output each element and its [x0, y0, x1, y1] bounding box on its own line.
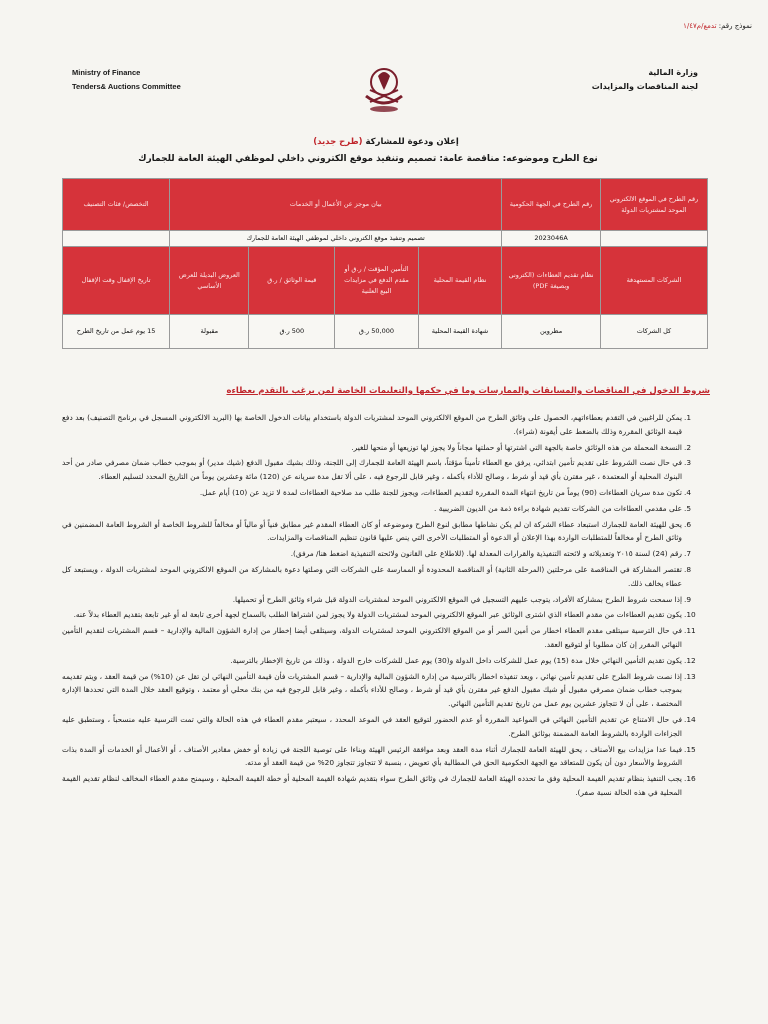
- condition-number: 8.: [684, 564, 692, 574]
- condition-text: تقتصر المشاركة في المناقصة على مرحلتين (المرحلة الثانية) أو المناقصة المحدودة أو الممارسة على الشركات التي وصلتها دعوة بالمشاركة من الموقع الالكتروني الموحد لمشتريات الدولة ، ويستبعد كل عطاء يخالف ذلك.: [62, 564, 682, 588]
- condition-number: 1.: [684, 413, 692, 422]
- cell-classification: [63, 231, 170, 247]
- condition-number: 13.: [684, 671, 696, 681]
- cell-submission-system: مظروين: [502, 315, 601, 349]
- committee-name-ar: لجنة المناقصات والمزايدات: [591, 82, 698, 91]
- condition-text: إذا نصت شروط الطرح على تقديم تأمين نهائي ، ويعد تنفيذه اخطار بالترسية من إدارة الشؤون المالية والإدارية – قسم المشتريات فأن قيمة التأمين النهائي لن تقل عن (10%) من قيمة العقد ، ويتم تقديمه بموجب خطاب ضمان مصرفي مقبول أو شيك مقبول الدفع غير مقترن بأي قيد أو شرط ، وصالح للأداء بأكمله ، وغير قابل للرجوع فيه من بنك محلي أو معتمد ، وتوقيع العقد خلال المدة التي تحددها الإدارة المختصة ، على أن لا تتجاوز عشرين يوم عمل من تاريخ تقديم التأمين النهائي.: [62, 671, 682, 709]
- cell-target-companies: كل الشركات: [600, 315, 707, 349]
- condition-item: [62, 608, 702, 622]
- condition-text: في حال الامتناع عن تقديم التأمين النهائي في المواعيد المقررة أو عدم الحضور لتوقيع العقد في الموعد المحدد ، سيعتبر مقدم العطاء في هذه الحالة والتي تمت الترسية عليه منسحباً ، وستطبق عليه الجزاءات الواردة بالشروط العامة المضمنة بوثائق الطرح.: [62, 714, 682, 738]
- header-description: بيان موجز عن الأعمال أو الخدمات: [170, 179, 502, 231]
- condition-item: [62, 502, 702, 516]
- cell-local-value: شهادة القيمة المحلية: [418, 315, 502, 349]
- header-online-ref: رقم الطرح في الموقع الالكتروني الموحد لمشتريات الدولة: [600, 179, 707, 231]
- condition-number: 2.: [684, 442, 692, 452]
- condition-text: في حال نصت الشروط على تقديم تأمين ابتدائي، يرفق مع العطاء تأميناً مؤقتاً، باسم الهيئة العامة للجمارك إلى اللجنة، وذلك بشيك مقبول الدفع (شيك مدير) أو بموجب خطاب ضمان مصرفي صادر من أحد البنوك المحلية أو المعتمدة ، غير مقترن بأي قيد أو شرط ، وصالح للأداء بأكمله ، وغير قابل للرجوع فيه ، على ألا تقل مدة سريانه عن (120) مائة وعشرين يوماً من التاريخ المحدد لتسليم العطاء.: [62, 458, 682, 482]
- condition-number: 11.: [684, 626, 696, 636]
- condition-item: [62, 547, 702, 561]
- condition-text: على مقدمي العطاءات من الشركات تقديم شهادة براءة ذمة من الديون الضريبية .: [434, 503, 682, 513]
- header-submission-system: نظام تقديم العطاءات (الكتروني وبصيغة PDF): [502, 247, 601, 315]
- condition-text: يكون تقديم التأمين النهائي خلال مدة (15) يوم عمل للشركات داخل الدولة و(30) يوم عمل للشركات خارج الدولة ، وذلك من تاريخ الإخطار بالترسية.: [230, 655, 682, 665]
- condition-text: في حال الترسية سيتلقى مقدم العطاء اخطار من أمين السر أو من الموقع الالكتروني الموحد لمشتريات الدولة، وسيتلقى أيضا إخطار من إدارة الشؤون المالية والإدارية – قسم المشتريات لتقديم التأمين النهائي المقرر إن كان مطلوبا أو لتوقيع العقد.: [62, 626, 682, 649]
- header-target-companies: الشركات المستهدفة: [600, 247, 707, 315]
- condition-item: [62, 743, 702, 771]
- header-bond: التأمين المؤقت / ر.ق أو مقدم الدفع في مزايدات البيع العلنية: [335, 247, 419, 315]
- cell-document-value: 500 ر.ق: [249, 315, 335, 349]
- condition-number: 16.: [684, 774, 696, 784]
- committee-name-en: Tenders& Auctions Committee: [72, 82, 181, 91]
- form-number-code: تدمع/م‌١/٤٧: [683, 22, 717, 30]
- tender-details-table: [62, 178, 708, 349]
- condition-number: 10.: [684, 610, 696, 620]
- condition-number: 7.: [684, 549, 692, 559]
- condition-number: 14.: [684, 714, 696, 724]
- state-emblem-icon: [358, 60, 410, 116]
- condition-text: النسخة المحملة من هذه الوثائق خاصة بالجهة التي اشترتها أو حملتها مجاناً ولا يجوز لها توزيعها أو منحها للغير.: [351, 442, 682, 452]
- condition-item: [62, 772, 702, 800]
- condition-number: 12.: [684, 655, 696, 665]
- conditions-list: [62, 411, 702, 802]
- condition-item: [62, 518, 702, 546]
- condition-item: [62, 456, 702, 484]
- condition-number: 5.: [684, 503, 692, 513]
- cell-closing-date: 15 يوم عمل من تاريخ الطرح: [63, 315, 170, 349]
- header-alternative-offers: العروض البديلة للعرض الأساسي: [170, 247, 249, 315]
- condition-text: يحق للهيئة العامة للجمارك استبعاد عطاء الشركة ان لم يكن نشاطها مطابق لنوع الطرح وموضوعه أو كان العطاء المقدم غير مطابق فنياً أو مالياً أو مخالفاً للشروط الخاصة أو الشروط العامة المضمنين في وثائق الطرح أو مخالفاً للمتطلبات الواردة بهذا الإعلان أو الدعوة أو المتطلبات الأخرى التي ينص عليها قانون تنظيم المناقصات والمزايدات.: [62, 519, 682, 543]
- tender-subject: نوع الطرح وموضوعه: مناقصة عامة: تصميم وتنفيذ موقع الكتروني داخلي لموظفي الهيئة العامة للجمارك: [138, 154, 598, 164]
- header-local-value: نظام القيمة المحلية: [418, 247, 502, 315]
- form-number-label: نموذج رقم:: [718, 22, 752, 30]
- condition-number: 3.: [684, 458, 692, 468]
- ministry-name-ar: وزارة المالية: [648, 68, 698, 77]
- condition-item: [62, 593, 702, 607]
- condition-item: [62, 486, 702, 500]
- cell-description: تصميم وتنفيذ موقع الكتروني داخلي لموظفي الهيئة العامة للجمارك: [170, 231, 502, 247]
- condition-text: فيما عدا مزايدات بيع الأصناف ، يحق للهيئة العامة للجمارك أثناء مدة العقد وبعد موافقة الرئيس الهيئة وبناءا على توصية اللجنة في زيادة أو خفض مقادير الأصناف ، أو الأعمال أو الخدمات أو المدة بذات الشروط والأسعار دون أن يكون للمتعاقد مع الجهة الحكومية الحق في المطالبة بأي تعويض ، بنسبة لا تتجاوز تتجاوز 20% من قيمة العقد أو مدته.: [62, 744, 682, 768]
- condition-text: تكون مدة سريان العطاءات (90) يوماً من تاريخ انتهاء المدة المقررة لتقديم العطاءات، ويجوز للجنة طلب مد صلاحية العطاءات لمدة لا تزيد عن (10) أيام عمل.: [199, 487, 682, 497]
- condition-text: يجب التنفيذ بنظام تقديم القيمة المحلية وفق ما تحدده الهيئة العامة للجمارك في وثائق الطرح سواء بتقديم شهادة القيمة المحلية أو خطة القيمة المحلية ، وسيمنح مقدم العطاء المخالف لنظام تقديم القيمة المحلية في هذه الحالة نسبة صفر).: [62, 774, 682, 797]
- announcement-title-tag: (طرح جديد): [313, 137, 363, 147]
- header-document-value: قيمة الوثائق / ر.ق: [249, 247, 335, 315]
- announcement-title-text: إعلان ودعوة للمشاركة: [365, 137, 459, 147]
- cell-entity-ref: 2023046A: [502, 231, 601, 247]
- condition-text: يكون تقديم العطاءات من مقدم العطاء الذي اشترى الوثائق عبر الموقع الالكتروني الموحد لمشتريات الدولة ولا يجوز لمن اشتراها الطلب بالسماح لجهة أخرى تابعة له أو غير تابعة بتقديم العطاء بدلاً عنه.: [73, 610, 682, 620]
- condition-item: [62, 670, 702, 711]
- cell-alternative-offers: مقبولة: [170, 315, 249, 349]
- cell-bond: 50,000 ر.ق: [335, 315, 419, 349]
- header-closing-date: تاريخ الإقفال وقت الإقفال: [63, 247, 170, 315]
- ministry-name-en: Ministry of Finance: [72, 68, 141, 77]
- condition-text: يمكن للراغبين في التقدم بعطاءاتهم، الحصول على وثائق الطرح من الموقع الالكتروني الموحد لمشتريات الدولة باستخدام بيانات الدخول الخاصة بها (البريد الالكتروني المسجل في برنامج التصنيف) بعد دفع قيمة الوثائق المقررة وذلك بالضغط على أيقونة (شراء).: [62, 413, 682, 436]
- condition-item: [62, 411, 702, 439]
- condition-item: [62, 563, 702, 591]
- cell-online-ref: [600, 231, 707, 247]
- condition-number: 9.: [684, 594, 692, 604]
- condition-item: [62, 624, 702, 652]
- condition-text: إذا سمحت شروط الطرح بمشاركة الأفراد، يتوجب عليهم التسجيل في الموقع الالكتروني الموحد لمشتريات الدولة قبل شراء وثائق الطرح أو تحميلها.: [232, 594, 682, 604]
- condition-item: [62, 654, 702, 668]
- condition-text: رقم (24) لسنة ٢٠١٥ وتعديلاته و لائحته التنفيذية والقرارات المعدلة لها. (للاطلاع على القانون ولائحته التنفيذية اضغط هنا/ مرفق).: [290, 549, 682, 559]
- header-entity-ref: رقم الطرح في الجهة الحكومية: [502, 179, 601, 231]
- header-classification: التخصص/ فئات التصنيف: [63, 179, 170, 231]
- form-number: [660, 22, 752, 30]
- english-letterhead: [72, 66, 181, 94]
- arabic-letterhead: [498, 66, 698, 94]
- announcement-title: [160, 137, 612, 147]
- condition-number: 4.: [684, 487, 692, 497]
- condition-number: 6.: [684, 519, 692, 529]
- condition-item: [62, 713, 702, 741]
- condition-item: [62, 441, 702, 455]
- condition-number: 15.: [684, 744, 696, 754]
- conditions-title: شروط الدخول في المناقصات والمسابقات والممارسات وما في حكمها والتعليمات الخاصة لمن يرغب بالتقدم بعطاءه: [226, 386, 710, 396]
